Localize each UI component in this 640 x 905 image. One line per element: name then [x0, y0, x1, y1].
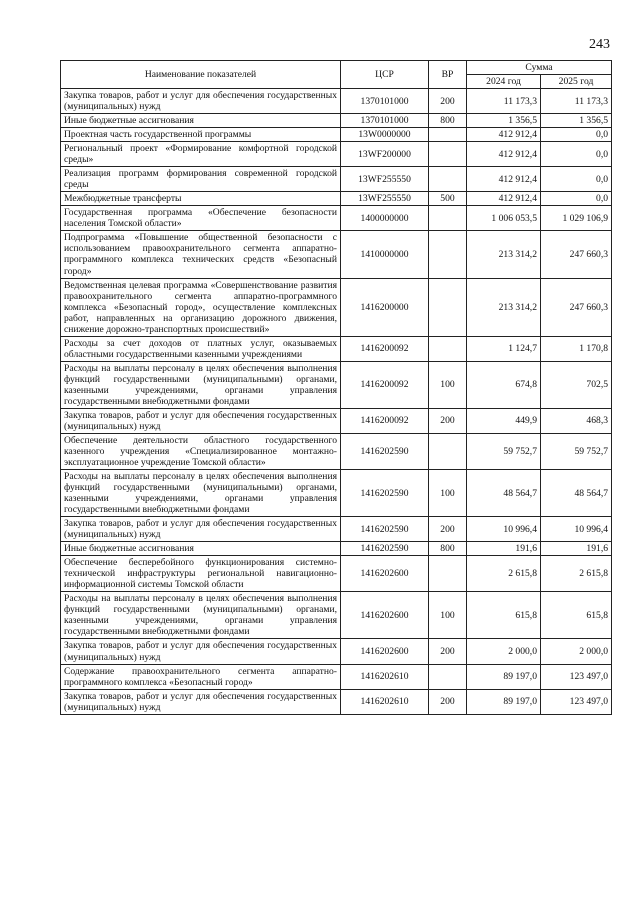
row-csr-cell: 1370101000 — [341, 89, 429, 114]
row-csr-cell: 1416202600 — [341, 592, 429, 639]
row-name-cell: Региональный проект «Формирование комфортной городской среды» — [61, 142, 341, 167]
row-vr-cell: 800 — [429, 542, 467, 556]
row-csr-cell: 1416202590 — [341, 470, 429, 517]
table-row — [61, 408, 612, 433]
row-csr-cell: 1416202600 — [341, 556, 429, 592]
table-row — [61, 114, 612, 128]
budget-table — [60, 60, 612, 715]
row-name-cell: Подпрограмма «Повышение общественной безопасности с использованием правоохранительного сегмента аппаратно-программного комплекса технических средств «Безопасный город» — [61, 231, 341, 278]
row-vr-cell: 100 — [429, 470, 467, 517]
row-name-cell: Обеспечение бесперебойного функционирования системно-технической инфраструктуры региональной навигационно-информационной системы Томской области — [61, 556, 341, 592]
table-row — [61, 664, 612, 689]
row-vr-cell: 500 — [429, 192, 467, 206]
table-row — [61, 128, 612, 142]
row-vr-cell: 100 — [429, 361, 467, 408]
row-sum-2025-cell: 0,0 — [541, 167, 612, 192]
row-vr-cell: 200 — [429, 639, 467, 664]
row-vr-cell — [429, 664, 467, 689]
header-year-2025: 2025 год — [541, 75, 612, 89]
row-vr-cell: 100 — [429, 592, 467, 639]
row-sum-2024-cell: 412 912,4 — [467, 128, 541, 142]
row-sum-2024-cell: 48 564,7 — [467, 470, 541, 517]
row-vr-cell: 200 — [429, 408, 467, 433]
table-row — [61, 556, 612, 592]
row-name-cell: Расходы на выплаты персоналу в целях обеспечения выполнения функций государственными (муниципальными) органами, казенными учреждениями, органами управления государственными внебюджетными фондами — [61, 592, 341, 639]
row-sum-2025-cell: 615,8 — [541, 592, 612, 639]
row-csr-cell: 13W0000000 — [341, 128, 429, 142]
row-sum-2024-cell: 1 124,7 — [467, 336, 541, 361]
row-name-cell: Закупка товаров, работ и услуг для обеспечения государственных (муниципальных) нужд — [61, 639, 341, 664]
row-sum-2024-cell: 191,6 — [467, 542, 541, 556]
row-csr-cell: 13WF200000 — [341, 142, 429, 167]
row-sum-2024-cell: 10 996,4 — [467, 517, 541, 542]
table-row — [61, 231, 612, 278]
row-name-cell: Межбюджетные трансферты — [61, 192, 341, 206]
row-sum-2024-cell: 89 197,0 — [467, 689, 541, 714]
row-csr-cell: 1416200092 — [341, 408, 429, 433]
row-sum-2024-cell: 2 000,0 — [467, 639, 541, 664]
row-name-cell: Государственная программа «Обеспечение безопасности населения Томской области» — [61, 206, 341, 231]
header-sum: Сумма — [467, 61, 612, 75]
row-vr-cell: 200 — [429, 517, 467, 542]
row-vr-cell: 200 — [429, 689, 467, 714]
row-sum-2025-cell: 1 029 106,9 — [541, 206, 612, 231]
row-sum-2025-cell: 191,6 — [541, 542, 612, 556]
row-sum-2025-cell: 2 615,8 — [541, 556, 612, 592]
row-csr-cell: 1416202590 — [341, 542, 429, 556]
row-sum-2024-cell: 213 314,2 — [467, 278, 541, 336]
row-csr-cell: 13WF255550 — [341, 192, 429, 206]
row-name-cell: Расходы за счет доходов от платных услуг, оказываемых областными государственными казенными учреждениями — [61, 336, 341, 361]
table-row — [61, 192, 612, 206]
row-vr-cell — [429, 231, 467, 278]
row-csr-cell: 1400000000 — [341, 206, 429, 231]
row-sum-2025-cell: 0,0 — [541, 192, 612, 206]
row-sum-2024-cell: 412 912,4 — [467, 192, 541, 206]
table-body — [61, 89, 612, 715]
row-csr-cell: 1410000000 — [341, 231, 429, 278]
header-vr: ВР — [429, 61, 467, 89]
row-sum-2024-cell: 412 912,4 — [467, 142, 541, 167]
table-row — [61, 336, 612, 361]
row-name-cell: Закупка товаров, работ и услуг для обеспечения государственных (муниципальных) нужд — [61, 408, 341, 433]
row-sum-2025-cell: 247 660,3 — [541, 231, 612, 278]
row-name-cell: Закупка товаров, работ и услуг для обеспечения государственных (муниципальных) нужд — [61, 89, 341, 114]
table-row — [61, 517, 612, 542]
row-sum-2024-cell: 674,8 — [467, 361, 541, 408]
row-vr-cell — [429, 142, 467, 167]
page-number: 243 — [589, 37, 610, 52]
row-csr-cell: 1416200092 — [341, 361, 429, 408]
row-vr-cell: 800 — [429, 114, 467, 128]
table-row — [61, 206, 612, 231]
row-vr-cell — [429, 206, 467, 231]
row-sum-2024-cell: 213 314,2 — [467, 231, 541, 278]
row-sum-2024-cell: 1 006 053,5 — [467, 206, 541, 231]
row-name-cell: Расходы на выплаты персоналу в целях обеспечения выполнения функций государственными (муниципальными) органами, казенными учреждениями, органами управления государственными внебюджетными фондами — [61, 470, 341, 517]
row-sum-2024-cell: 449,9 — [467, 408, 541, 433]
row-vr-cell — [429, 433, 467, 469]
row-sum-2025-cell: 247 660,3 — [541, 278, 612, 336]
row-sum-2025-cell: 11 173,3 — [541, 89, 612, 114]
row-sum-2025-cell: 123 497,0 — [541, 689, 612, 714]
row-sum-2025-cell: 48 564,7 — [541, 470, 612, 517]
table-row — [61, 639, 612, 664]
row-vr-cell — [429, 336, 467, 361]
row-sum-2025-cell: 702,5 — [541, 361, 612, 408]
table-row — [61, 542, 612, 556]
row-vr-cell — [429, 556, 467, 592]
row-name-cell: Расходы на выплаты персоналу в целях обеспечения выполнения функций государственными (муниципальными) органами, казенными учреждениями, органами управления государственными внебюджетными фондами — [61, 361, 341, 408]
row-name-cell: Реализация программ формирования современной городской среды — [61, 167, 341, 192]
row-csr-cell: 1416202590 — [341, 433, 429, 469]
row-sum-2025-cell: 1 170,8 — [541, 336, 612, 361]
row-name-cell: Ведомственная целевая программа «Совершенствование развития правоохранительного сегмента аппаратно-программного комплекса «Безопасный город», осуществление комплексных работ, направленных на организацию дорожного движения, снижение дорожно-транспортных происшествий» — [61, 278, 341, 336]
table-row — [61, 592, 612, 639]
header-row — [61, 61, 612, 75]
row-vr-cell — [429, 128, 467, 142]
row-sum-2024-cell: 2 615,8 — [467, 556, 541, 592]
table-row — [61, 278, 612, 336]
row-name-cell: Закупка товаров, работ и услуг для обеспечения государственных (муниципальных) нужд — [61, 517, 341, 542]
table-row — [61, 142, 612, 167]
row-csr-cell: 1416202600 — [341, 639, 429, 664]
row-sum-2024-cell: 615,8 — [467, 592, 541, 639]
row-sum-2024-cell: 59 752,7 — [467, 433, 541, 469]
row-csr-cell: 1416202590 — [341, 517, 429, 542]
row-csr-cell: 13WF255550 — [341, 167, 429, 192]
row-csr-cell: 1416200092 — [341, 336, 429, 361]
table-row — [61, 433, 612, 469]
row-sum-2025-cell: 123 497,0 — [541, 664, 612, 689]
row-csr-cell: 1416202610 — [341, 689, 429, 714]
row-sum-2025-cell: 468,3 — [541, 408, 612, 433]
row-vr-cell: 200 — [429, 89, 467, 114]
row-sum-2025-cell: 0,0 — [541, 128, 612, 142]
row-name-cell: Проектная часть государственной программы — [61, 128, 341, 142]
row-sum-2024-cell: 11 173,3 — [467, 89, 541, 114]
row-sum-2025-cell: 1 356,5 — [541, 114, 612, 128]
row-sum-2024-cell: 1 356,5 — [467, 114, 541, 128]
row-sum-2025-cell: 2 000,0 — [541, 639, 612, 664]
row-name-cell: Иные бюджетные ассигнования — [61, 542, 341, 556]
row-vr-cell — [429, 167, 467, 192]
header-csr: ЦСР — [341, 61, 429, 89]
row-name-cell: Обеспечение деятельности областного государственного казенного учреждения «Специализированное монтажно-эксплуатационное учреждение Томской области» — [61, 433, 341, 469]
row-sum-2025-cell: 59 752,7 — [541, 433, 612, 469]
table-row — [61, 89, 612, 114]
row-sum-2024-cell: 412 912,4 — [467, 167, 541, 192]
row-sum-2024-cell: 89 197,0 — [467, 664, 541, 689]
table-row — [61, 689, 612, 714]
row-name-cell: Содержание правоохранительного сегмента аппаратно-программного комплекса «Безопасный город» — [61, 664, 341, 689]
header-year-2024: 2024 год — [467, 75, 541, 89]
table-row — [61, 470, 612, 517]
table-row — [61, 167, 612, 192]
row-name-cell: Закупка товаров, работ и услуг для обеспечения государственных (муниципальных) нужд — [61, 689, 341, 714]
row-csr-cell: 1370101000 — [341, 114, 429, 128]
row-csr-cell: 1416202610 — [341, 664, 429, 689]
row-name-cell: Иные бюджетные ассигнования — [61, 114, 341, 128]
header-name: Наименование показателей — [61, 61, 341, 89]
row-vr-cell — [429, 278, 467, 336]
row-sum-2025-cell: 0,0 — [541, 142, 612, 167]
row-sum-2025-cell: 10 996,4 — [541, 517, 612, 542]
row-csr-cell: 1416200000 — [341, 278, 429, 336]
table-row — [61, 361, 612, 408]
